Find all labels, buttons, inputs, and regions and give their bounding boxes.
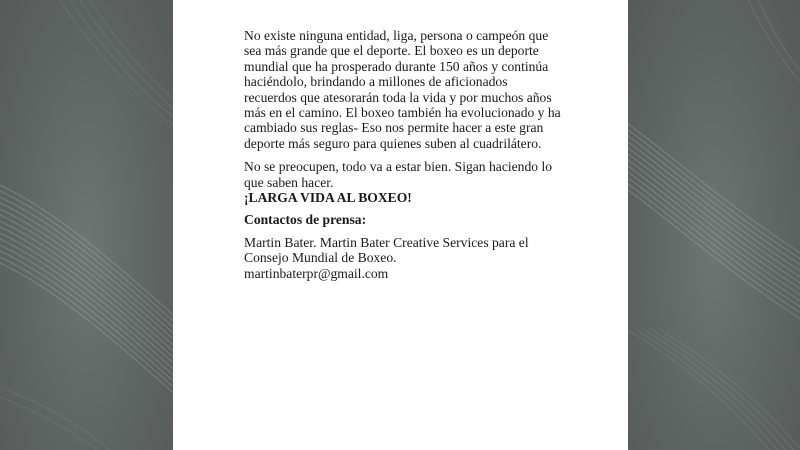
wavy-line-pattern-right (628, 0, 800, 450)
press-contact-email: martinbaterpr@gmail.com (244, 265, 389, 281)
slogan: ¡LARGA VIDA AL BOXEO! (244, 190, 412, 206)
paragraph-intro: No existe ninguna entidad, liga, persona o campeón que sea más grande que el deporte. El boxeo es un deporte mundial que ha prosperado durante 150 años y continúa haciéndolo, brindando a millones de aficionados recuerdos que atesorarán toda la vida y por muchos años más en el camino. El boxeo también ha evolucionado y ha cambiado sus reglas- Eso nos permite hacer a este gran deporte más seguro para quienes suben al cuadrilátero. (244, 28, 561, 151)
wavy-line-pattern-left (0, 0, 173, 450)
document-page (173, 0, 628, 450)
press-contact-name: Martin Bater. Martin Bater Creative Services para el Consejo Mundial de Boxeo. (244, 234, 529, 266)
background-panel-right (628, 0, 800, 450)
press-contacts-heading: Contactos de prensa: (244, 212, 367, 228)
paragraph-reassurance: No se preocupen, todo va a estar bien. Sigan haciendo lo que saben hacer. (244, 159, 553, 190)
background-panel-left (0, 0, 173, 450)
document-body (244, 28, 562, 281)
